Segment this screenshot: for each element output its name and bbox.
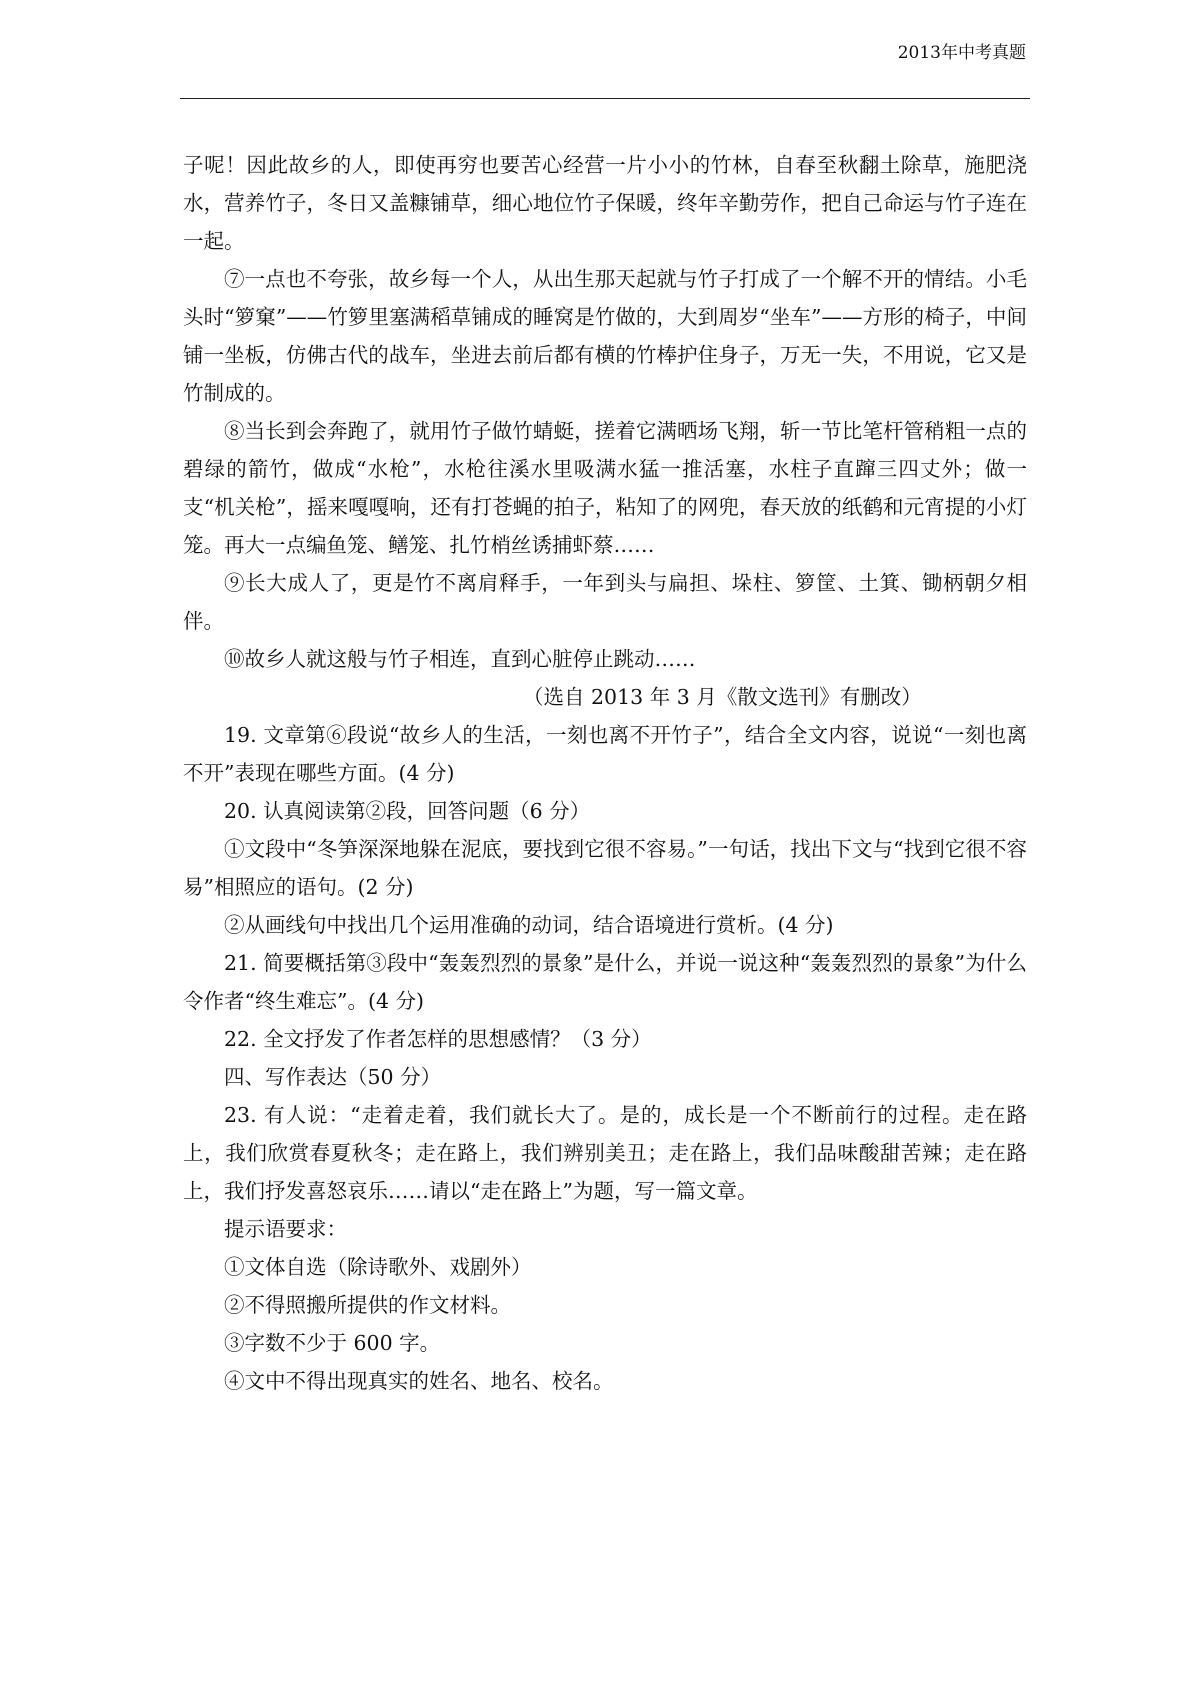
document-body (183, 146, 1027, 1400)
requirement-4: ④文中不得出现真实的姓名、地名、校名。 (224, 1369, 614, 1393)
question-19: 19. 文章第⑥段说“故乡人的生活，一刻也离不开竹子”，结合全文内容，说说“一刻也离不开”表现在哪些方面。(4 分) (183, 723, 1027, 785)
question-20-part-1: ①文段中“冬笋深深地躲在泥底，要找到它很不容易。”一句话，找出下文与“找到它很不容易”相照应的语句。(2 分) (183, 837, 1027, 899)
question-20: 20. 认真阅读第②段，回答问题（6 分） (224, 799, 591, 823)
paragraph-continuation: 子呢！因此故乡的人，即使再穷也要苦心经营一片小小的竹林，自春至秋翻土除草，施肥浇水，营养竹子，冬日又盖糠铺草，细心地位竹子保暖，终年辛勤劳作，把自己命运与竹子连在一起。 (183, 153, 1027, 253)
source-citation: （选自 2013 年 3 月《散文选刊》有删改） (523, 685, 922, 709)
paragraph-8: ⑧当长到会奔跑了，就用竹子做竹蜻蜓，搓着它满晒场飞翔，斩一节比笔杆管稍粗一点的碧绿的箭竹，做成“水枪”，水枪往溪水里吸满水猛一推活塞，水柱子直蹿三四丈外；做一支“机关枪”，摇来嘎嘎响，还有打苍蝇的拍子，粘知了的网兜，春天放的纸鹤和元宵提的小灯笼。再大一点编鱼笼、鳝笼、扎竹梢丝诱捕虾蔡…… (183, 419, 1027, 557)
question-23: 23. 有人说：“走着走着，我们就长大了。是的，成长是一个不断前行的过程。走在路上，我们欣赏春夏秋冬；走在路上，我们辨别美丑；走在路上，我们品味酸甜苦辣；走在路上，我们抒发喜怒哀乐……请以“走在路上”为题，写一篇文章。 (183, 1103, 1027, 1203)
paragraph-7: ⑦一点也不夸张，故乡每一个人，从出生那天起就与竹子打成了一个解不开的情结。小毛头时“箩窠”——竹箩里塞满稻草铺成的睡窝是竹做的，大到周岁“坐车”——方形的椅子，中间铺一坐板，仿佛古代的战车，坐进去前后都有横的竹棒护住身子，万无一失，不用说，它又是竹制成的。 (183, 267, 1027, 405)
prompt-requirements-label: 提示语要求： (224, 1217, 347, 1241)
question-21: 21. 简要概括第③段中“轰轰烈烈的景象”是什么，并说一说这种“轰轰烈烈的景象”为什么令作者“终生难忘”。(4 分) (183, 951, 1027, 1013)
requirement-2: ②不得照搬所提供的作文材料。 (224, 1293, 511, 1317)
requirement-1: ①文体自选（除诗歌外、戏剧外） (224, 1255, 532, 1279)
question-22: 22. 全文抒发了作者怎样的思想感情？（3 分） (224, 1027, 652, 1051)
page-header (180, 40, 1030, 99)
paragraph-10: ⑩故乡人就这般与竹子相连，直到心脏停止跳动…… (224, 647, 696, 671)
requirement-3: ③字数不少于 600 字。 (224, 1331, 441, 1355)
paragraph-9: ⑨长大成人了，更是竹不离肩释手，一年到头与扁担、垛柱、箩筐、土箕、锄柄朝夕相伴。 (183, 571, 1027, 633)
question-20-part-2: ②从画线句中找出几个运用准确的动词，结合语境进行赏析。(4 分) (224, 913, 834, 937)
section-heading-writing: 四、写作表达（50 分） (224, 1065, 442, 1089)
header-title: 2013年中考真题 (897, 43, 1026, 63)
